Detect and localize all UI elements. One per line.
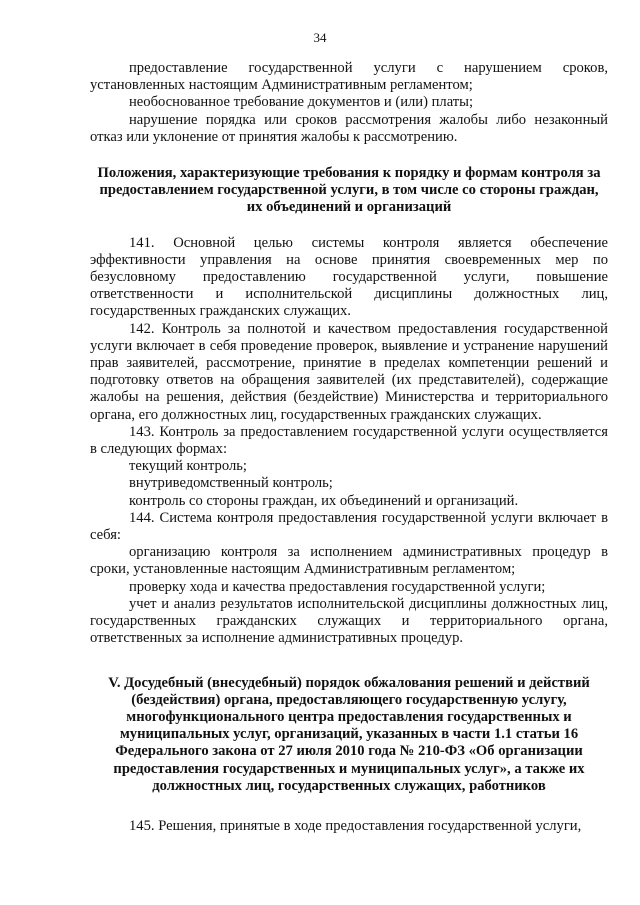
list-item-current-control: текущий контроль;: [129, 458, 247, 475]
paragraph-143: 143. Контроль за предоставлением государственной услуги осуществляется в следующих формах:: [90, 423, 608, 458]
section-heading-appeal: V. Досудебный (внесудебный) порядок обжалования решений и действий (бездействия) органа, предоставляющего государственную услугу, многофункционального центра предоставления государственных и муниципальных услуг, организаций, указанных в части 1.1 статьи 16 Федерального закона от 27 июля 2010 года № 210-ФЗ «Об организации предоставления государственных и муниципальных услуг», а также их должностных лиц, государственных служащих, работников: [108, 674, 590, 794]
page-body: [90, 60, 608, 835]
paragraph-142: 142. Контроль за полнотой и качеством предоставления государственной услуги включает в себя проведение проверок, выявление и устранение нарушений прав заявителей, рассмотрение, принятие в пределах компетенции решений и подготовку ответов на обращения заявителей (их представителей), содержащие жалобы на решения, действия (бездействие) Министерства и территориального органа, его должностных лиц, государственных гражданских служащих.: [90, 320, 608, 423]
section-heading-control: Положения, характеризующие требования к порядку и формам контроля за предоставлением государственной услуги, в том числе со стороны граждан, их объединений и организаций: [97, 165, 601, 216]
paragraph-141: 141. Основной целью системы контроля является обеспечение эффективности управления на основе принятия своевременных мер по безусловному предоставлению государственной услуги, повышение ответственности и исполнительской дисциплины должностных лиц, государственных гражданских служащих.: [90, 234, 608, 320]
list-item-procedure-control: организацию контроля за исполнением административных процедур в сроки, установленные настоящим Административным регламентом;: [90, 544, 608, 578]
page-number: 34: [313, 30, 327, 45]
paragraph-144: 144. Система контроля предоставления государственной услуги включает в себя:: [90, 509, 608, 544]
paragraph-145: 145. Решения, принятые в ходе предоставления государственной услуги,: [129, 817, 582, 834]
list-item-public-control: контроль со стороны граждан, их объединений и организаций.: [129, 492, 519, 509]
paragraph-unfounded-requirement: необоснованное требование документов и (или) платы;: [129, 94, 474, 111]
list-item-internal-control: внутриведомственный контроль;: [129, 475, 333, 492]
list-item-discipline-analysis: учет и анализ результатов исполнительской дисциплины должностных лиц, государственных гражданских служащих и территориального органа, ответственных за исполнение административных процедур.: [90, 595, 608, 647]
paragraph-violation-deadlines: предоставление государственной услуги с нарушением сроков, установленных настоящим Административным регламентом;: [90, 60, 608, 94]
paragraph-complaint-violation: нарушение порядка или сроков рассмотрения жалобы либо незаконный отказ или уклонение от принятия жалобы к рассмотрению.: [90, 111, 608, 145]
list-item-progress-check: проверку хода и качества предоставления государственной услуги;: [129, 578, 546, 595]
